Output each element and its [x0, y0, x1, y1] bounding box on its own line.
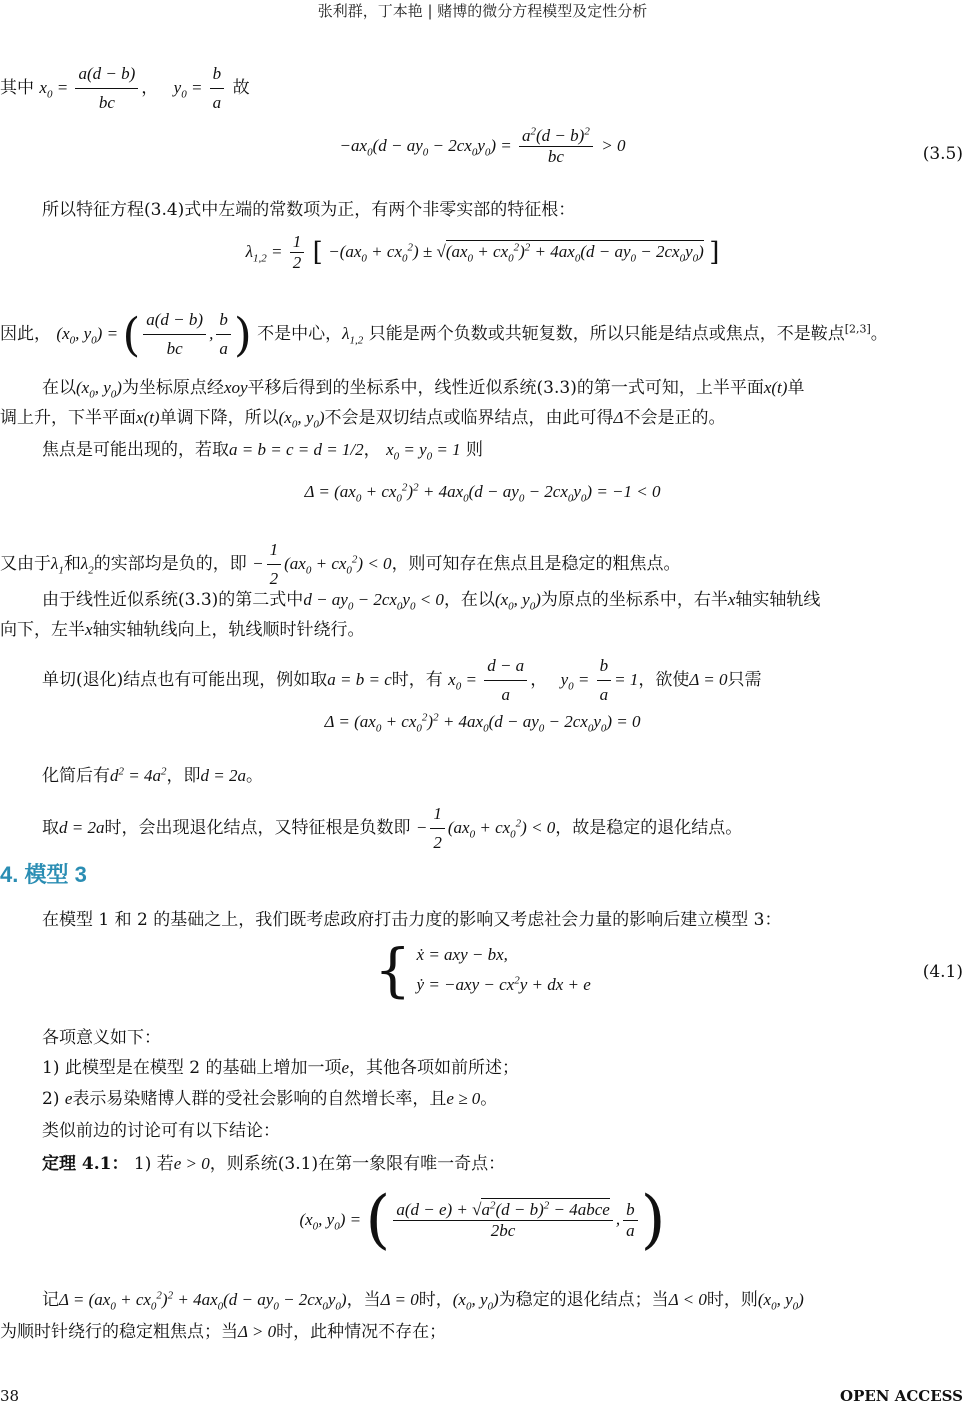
paragraph: 在模型 1 和 2 的基础之上，我们既考虑政府打击力度的影响又考虑社会力量的影响后建立模型 3：: [42, 910, 782, 930]
equation-delta-zero: $\Delta = (ax_0 + cx_0^2)^2 + 4ax_0(d - ay_0 - 2cx_0y_0) = 0$: [324, 711, 641, 735]
equation-number: (3.5): [922, 144, 963, 164]
theorem: 定理 4.1： 1) 若e > 0，则系统(3.1)在第一象限有唯一奇点：: [42, 1154, 506, 1174]
section-heading: 4. 模型 3: [0, 862, 87, 887]
equation-eigenvalues: $\lambda_{1,2}$ = $\frac{1}{2}$ [ $-(ax_0 + cx_0^2) \pm √(ax_0 + cx_0^2)^2 + 4ax_0(d - ay_0 - 2cx_0y_0)$ ]: [245, 232, 720, 272]
list-item: 2) e表示易染赌博人群的受社会影响的自然增长率，且e ≥ 0。: [42, 1089, 498, 1109]
paragraph: 类似前边的讨论可有以下结论：: [42, 1121, 280, 1141]
paragraph-node-type: 因此， ($x_0$, $y_0$) = ( $\frac{a(d - b)}{bc}$ , $\frac{b}{a}$ ) 不是中心，$\lambda_{1,2}$ 只能是两个负数或共轭复数，所以只能是结点或焦点，不是鞍点[2,3]。: [0, 307, 888, 362]
list-item: 1) 此模型是在模型 2 的基础上增加一项e，其他各项如前所述；: [42, 1058, 520, 1078]
equation-4-1-system: { ẋ = axy − bx, ẏ = $-axy - cx^2y$ + dx + e: [374, 936, 591, 1004]
equation-delta-example: $\Delta = (ax_0 + cx_0^2)^2 + 4ax_0(d - ay_0 - 2cx_0y_0) = -1 < 0$: [304, 481, 661, 505]
paragraph: 焦点是可能出现的，若取a = b = c = d = 1/2， $x_0 = y_0 = 1$ 则: [42, 440, 484, 463]
equation-3-5: $-ax_0(d - ay_0 - 2cx_0y_0)$ = $\frac{a^2(d - b)^2}{bc}$ > 0: [339, 125, 626, 166]
open-access-label: OPEN ACCESS: [840, 1387, 963, 1405]
running-header: 张利群，丁本艳 | 赌博的微分方程模型及定性分析: [317, 2, 648, 20]
equation-singular-point: ($x_0$, $y_0$) = ( $\frac{a(d - e) + √a^2(d - b)^2 - 4abce}{2bc}$ , $\frac{b}{a}$ ): [299, 1183, 666, 1257]
paragraph: 单切(退化)结点也有可能出现，例如取a = b = c时，有 $x_0$ = $\frac{d - a}{a}$ ， $y_0$ = $\frac{b}{a}$ = 1，欲使Δ = 0只需: [0, 652, 965, 709]
paragraph: 取d = 2a时，会出现退化结点，又特征根是负数即 − $\frac{1}{2}$ $(ax_0 + cx_0^2) < 0$，故是稳定的退化结点。: [0, 800, 965, 857]
paragraph: 由于线性近似系统(3.3)的第二式中$d - ay_0 - 2cx_0y_0 < 0$，在以($x_0$, $y_0$)为原点的坐标系中，右半x轴实轴轨线: [42, 590, 821, 613]
page-number: 38: [0, 1387, 20, 1405]
paragraph: 记$\Delta = (ax_0 + cx_0^2)^2 + 4ax_0(d - ay_0 - 2cx_0y_0)$，当Δ = 0时，($x_0$, $y_0$)为稳定的退化结点；当Δ < 0时，则($x_0$, $y_0$): [42, 1289, 804, 1313]
paragraph: 又由于$\lambda_1$和$\lambda_2$的实部均是负的，即 − $\frac{1}{2}$ $(ax_0 + cx_0^2) < 0$，则可知存在焦点且是稳定的粗焦点。: [0, 536, 965, 593]
paragraph: 所以特征方程(3.4)式中左端的常数项为正，有两个非零实部的特征根：: [42, 200, 576, 220]
paragraph: 化简后有$d^2 = 4a^2$，即d = 2a。: [42, 765, 263, 786]
paragraph-cont: 为顺时针绕行的稳定粗焦点；当Δ > 0时，此种情况不存在；: [0, 1322, 447, 1342]
paragraph-cont: 调上升，下半平面x(t)单调下降，所以($x_0$, $y_0$)不会是双切结点或临界结点，由此可得Δ不会是正的。: [0, 408, 726, 431]
paragraph: 各项意义如下：: [42, 1028, 161, 1048]
paragraph: 在以($x_0$, $y_0$)为坐标原点经xoy平移后得到的坐标系中，线性近似系统(3.3)的第一式可知，上半平面x(t)单: [42, 378, 805, 401]
equation-number: (4.1): [922, 962, 963, 982]
paragraph-cont: 向下，左半x轴实轴轨线向上，轨线顺时针绕行。: [0, 620, 365, 640]
paragraph-x0-def: 其中 $x_0$ = $\frac{a(d - b)}{bc}$ ， $y_0$ = $\frac{b}{a}$ 故: [0, 60, 965, 117]
